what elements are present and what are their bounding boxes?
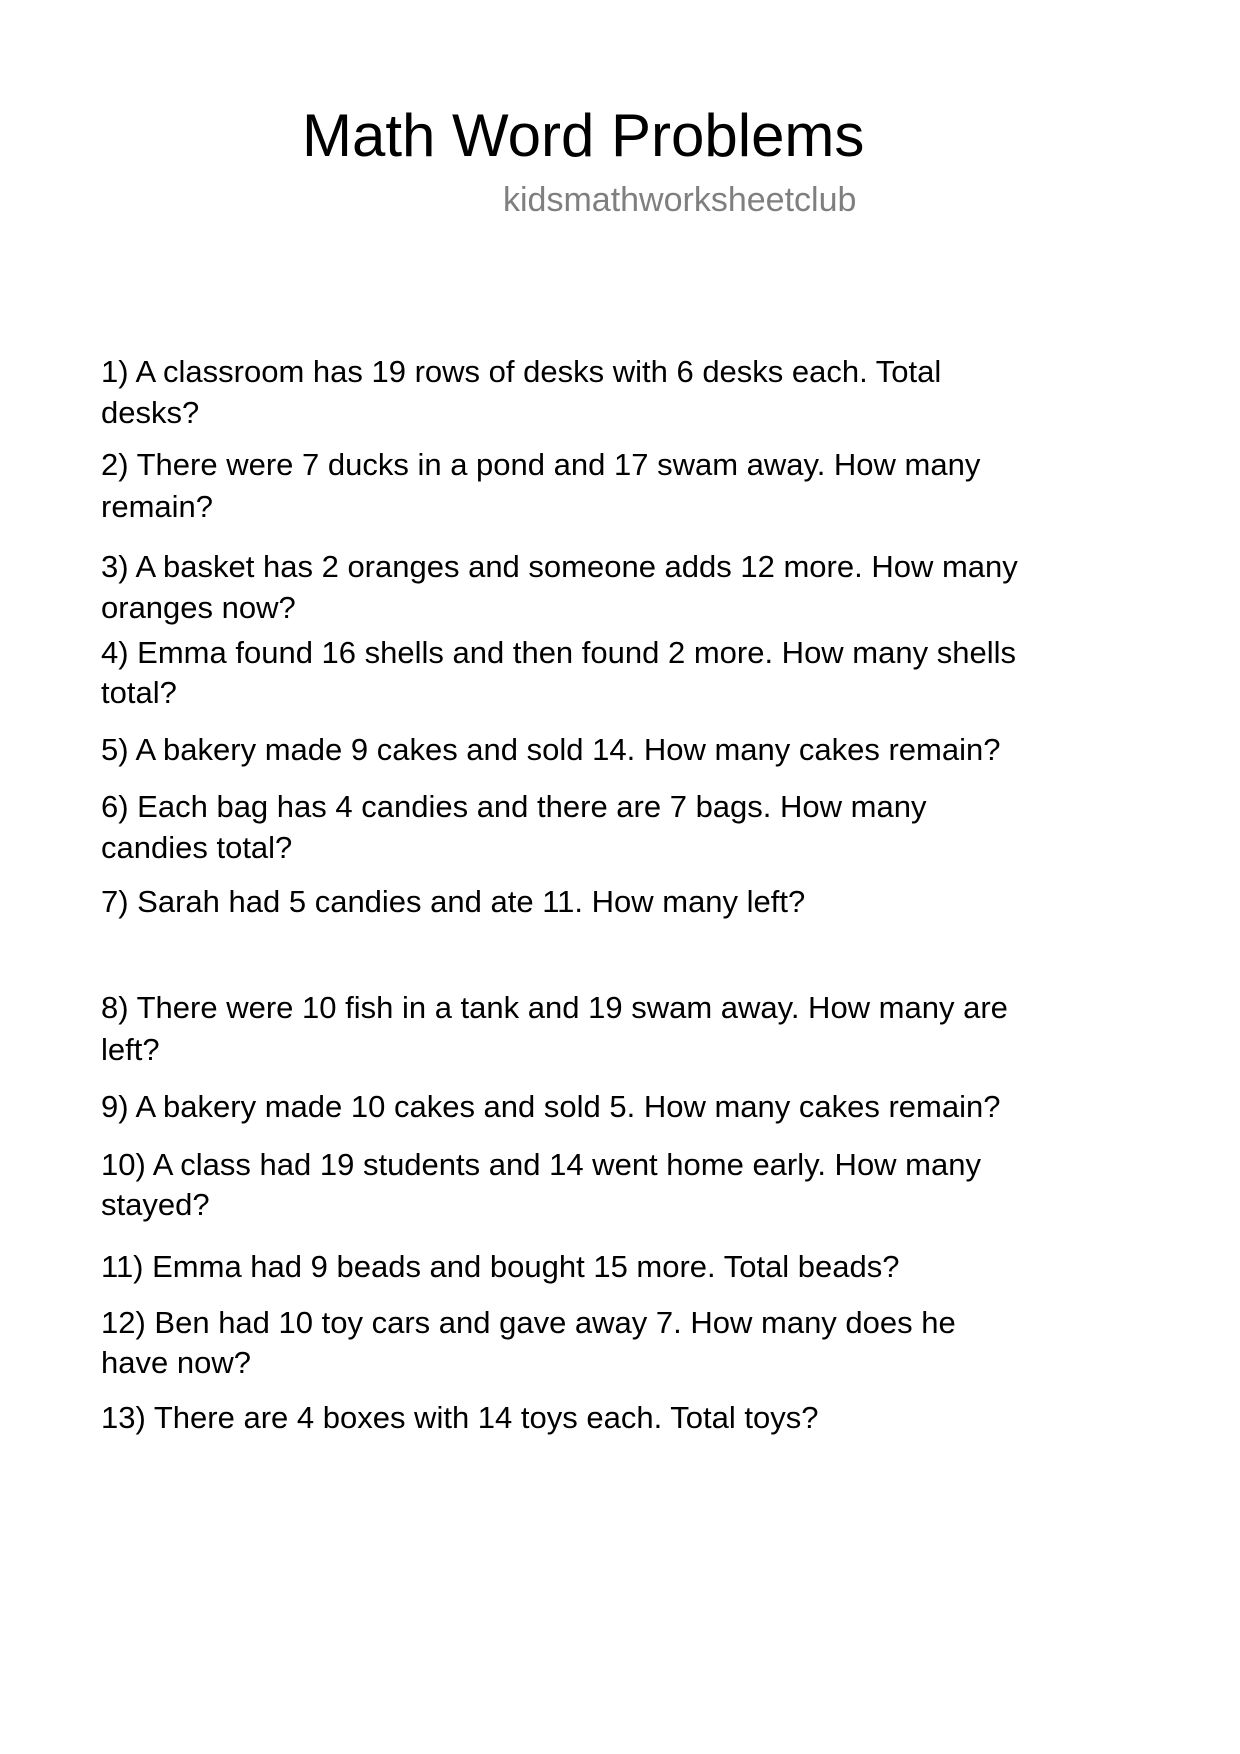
source-label: kidsmathworksheetclub xyxy=(503,181,857,219)
problem-line: 6) Each bag has 4 candies and there are 7 bags. How many xyxy=(101,789,927,824)
problem-line: stayed? xyxy=(101,1187,210,1222)
problem-line: 4) Emma found 16 shells and then found 2 more. How many shells xyxy=(101,635,1016,670)
problem-line: 13) There are 4 boxes with 14 toys each. Total toys? xyxy=(101,1400,819,1435)
problem-line: 1) A classroom has 19 rows of desks with 6 desks each. Total xyxy=(101,354,942,389)
problem-line: 5) A bakery made 9 cakes and sold 14. How many cakes remain? xyxy=(101,732,1001,767)
problem-line: oranges now? xyxy=(101,590,296,625)
problem-line: 11) Emma had 9 beads and bought 15 more. Total beads? xyxy=(101,1249,900,1284)
problem-line: 9) A bakery made 10 cakes and sold 5. How many cakes remain? xyxy=(101,1089,1001,1124)
problem-line: 10) A class had 19 students and 14 went home early. How many xyxy=(101,1147,981,1182)
problem-line: left? xyxy=(101,1032,160,1067)
problem-line: 8) There were 10 fish in a tank and 19 swam away. How many are xyxy=(101,990,1008,1025)
problem-line: 7) Sarah had 5 candies and ate 11. How many left? xyxy=(101,884,806,919)
problem-line: have now? xyxy=(101,1345,251,1380)
problem-line: candies total? xyxy=(101,830,293,865)
problem-line: 2) There were 7 ducks in a pond and 17 swam away. How many xyxy=(101,447,981,482)
problem-line: desks? xyxy=(101,395,200,430)
page-title: Math Word Problems xyxy=(302,102,865,169)
problem-line: total? xyxy=(101,675,177,710)
problem-line: 3) A basket has 2 oranges and someone adds 12 more. How many xyxy=(101,549,1018,584)
problem-line: 12) Ben had 10 toy cars and gave away 7. How many does he xyxy=(101,1305,956,1340)
problem-line: remain? xyxy=(101,489,213,524)
